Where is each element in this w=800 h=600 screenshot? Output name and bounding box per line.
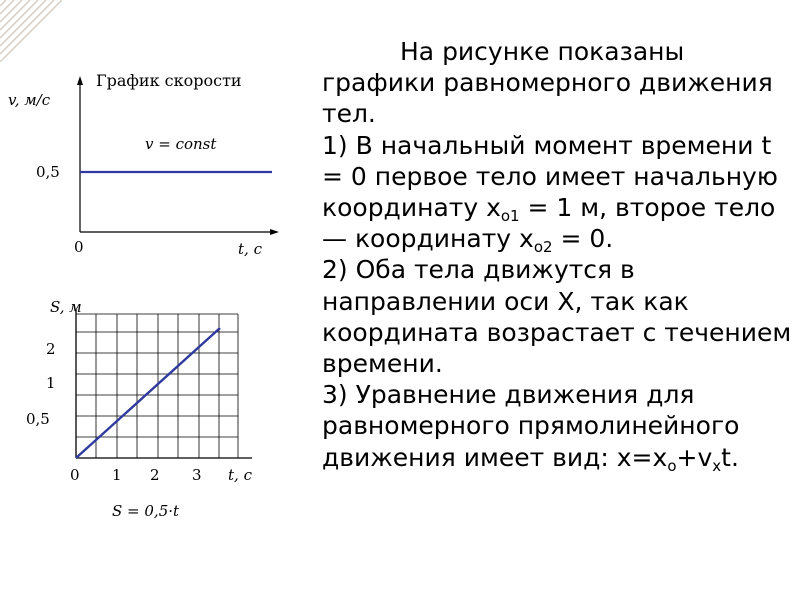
position-x-axis-label: t, с [228,466,252,484]
point-1-text-b: = 1 м, второе тело — координату x [322,193,776,254]
point-3-text-b: +v [676,442,713,472]
point-3 [322,379,792,473]
velocity-y-tick-label: 0,5 [36,163,60,181]
position-x-tick-2: 2 [150,466,160,484]
position-x-tick-1: 1 [112,466,122,484]
point-3-sub-x: x [712,456,722,475]
point-1 [322,130,792,255]
point-3-sub-o: o [667,456,677,475]
velocity-origin-label: 0 [74,238,84,256]
position-y-tick-2: 2 [46,340,56,358]
position-y-tick-1: 1 [46,374,56,392]
position-graph [0,290,300,530]
velocity-x-arrow [270,229,279,235]
velocity-graph [0,60,300,260]
velocity-y-axis-label: v, м/с [8,91,51,109]
position-y-axis-label: S, м [50,298,82,316]
velocity-line-label: v = const [145,135,217,153]
corner-decoration [0,0,62,62]
point-1-sub-o1: o1 [500,207,520,226]
position-y-tick-0-5: 0,5 [26,410,50,428]
velocity-graph-title: График скорости [96,71,242,90]
intro-paragraph: На рисунке показаны графики равномерного движения тел. [322,37,773,129]
point-3-text-a: 3) Уравнение движения для равномерного прямолинейного движения имеет вид: x=x [322,380,740,472]
velocity-x-axis-label: t, с [238,240,262,258]
position-data-line [76,328,220,458]
position-formula: S = 0,5·t [112,502,180,520]
velocity-y-arrow [77,76,83,85]
position-x-tick-3: 3 [192,466,202,484]
position-x-tick-0: 0 [70,466,80,484]
point-1-text-c: = 0. [552,224,614,254]
point-1-sub-o2: o2 [533,238,553,257]
slide-body-text [322,36,792,473]
point-2: 2) Оба тела движутся в направлении оси Х, так как координата возрастает с течением времени. [322,255,792,379]
point-3-text-c: t. [721,442,739,472]
point-1-text-a: 1) В начальный момент времени t = 0 первое тело имеет начальную координату x [322,130,778,223]
